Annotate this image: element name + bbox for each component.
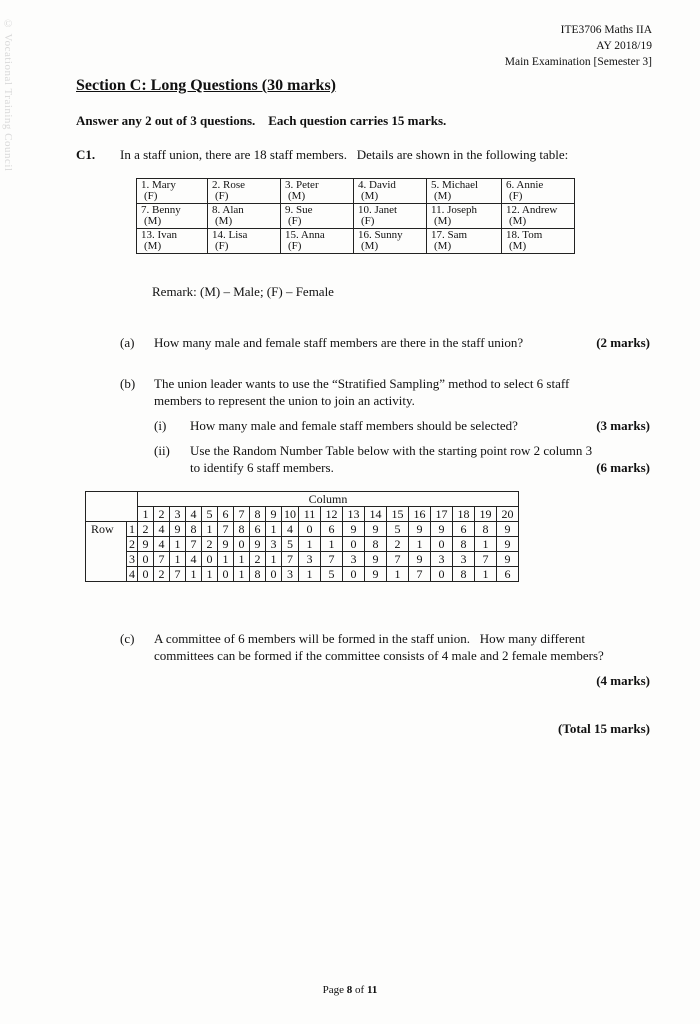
staff-gender: (F) — [509, 190, 523, 202]
random-digit: 2 — [138, 522, 154, 537]
random-digit: 8 — [250, 567, 266, 582]
part-c-line1: A committee of 6 members will be formed in the staff union. How many different — [154, 631, 585, 646]
random-digit: 7 — [154, 552, 170, 567]
column-number: 4 — [186, 507, 202, 522]
column-number: 11 — [299, 507, 321, 522]
random-digit: 5 — [282, 537, 299, 552]
random-digit: 0 — [202, 552, 218, 567]
random-digit: 1 — [218, 552, 234, 567]
column-number: 7 — [234, 507, 250, 522]
staff-cell — [137, 229, 208, 254]
random-digit: 0 — [343, 537, 365, 552]
random-digit: 9 — [497, 552, 519, 567]
staff-name: 2. Rose — [212, 179, 245, 191]
random-digit: 0 — [266, 567, 282, 582]
part-a-label: (a) — [120, 335, 135, 350]
random-digit: 3 — [343, 552, 365, 567]
staff-name: 18. Tom — [506, 229, 543, 241]
staff-gender: (M) — [434, 240, 452, 252]
row-number: 3 — [127, 552, 138, 567]
part-b-i-label: (i) — [154, 418, 167, 433]
random-digit: 9 — [365, 567, 387, 582]
column-number: 2 — [154, 507, 170, 522]
random-digit: 0 — [299, 522, 321, 537]
staff-gender: (M) — [509, 215, 527, 227]
random-digit: 9 — [365, 522, 387, 537]
random-digit: 3 — [453, 552, 475, 567]
random-digit: 1 — [170, 537, 186, 552]
total-marks: (Total 15 marks) — [558, 721, 650, 736]
course-code: ITE3706 Maths IIA — [560, 24, 652, 36]
random-digit: 7 — [186, 537, 202, 552]
staff-gender: (M) — [288, 190, 306, 202]
random-digit: 9 — [343, 522, 365, 537]
question-label: C1. — [76, 147, 96, 162]
row-number: 1 — [127, 522, 138, 537]
row-header-label: Row — [86, 522, 127, 582]
staff-gender: (F) — [288, 215, 302, 227]
random-digit: 0 — [234, 537, 250, 552]
random-digit: 6 — [321, 522, 343, 537]
random-digit: 8 — [475, 522, 497, 537]
staff-name: 1. Mary — [141, 179, 176, 191]
staff-row — [137, 204, 575, 229]
staff-cell — [354, 204, 427, 229]
staff-gender: (F) — [361, 215, 375, 227]
random-row — [86, 522, 519, 537]
part-c-marks: (4 marks) — [596, 673, 650, 688]
random-digit: 9 — [409, 552, 431, 567]
random-digit: 4 — [186, 552, 202, 567]
staff-name: 12. Andrew — [506, 204, 558, 216]
column-number: 8 — [250, 507, 266, 522]
staff-cell — [137, 179, 208, 204]
random-digit: 4 — [154, 537, 170, 552]
random-digit: 1 — [186, 567, 202, 582]
column-number: 13 — [343, 507, 365, 522]
random-digit: 3 — [431, 552, 453, 567]
staff-row — [137, 179, 575, 204]
staff-gender: (F) — [288, 240, 302, 252]
random-digit: 1 — [202, 522, 218, 537]
random-digit: 4 — [154, 522, 170, 537]
random-number-table — [85, 491, 519, 582]
part-b-label: (b) — [120, 376, 136, 391]
staff-gender: (M) — [144, 240, 162, 252]
random-digit: 9 — [365, 552, 387, 567]
staff-cell — [208, 229, 281, 254]
column-number: 19 — [475, 507, 497, 522]
random-digit: 1 — [475, 537, 497, 552]
staff-name: 9. Sue — [285, 204, 313, 216]
staff-name: 17. Sam — [431, 229, 468, 241]
watermark-text: © Vocational Training Council — [2, 18, 14, 172]
random-digit: 2 — [250, 552, 266, 567]
random-digit: 3 — [299, 552, 321, 567]
academic-year: AY 2018/19 — [596, 40, 652, 52]
random-digit: 9 — [138, 537, 154, 552]
random-digit: 7 — [321, 552, 343, 567]
random-digit: 6 — [497, 567, 519, 582]
part-c-line2: committees can be formed if the committee consists of 4 male and 2 female members? — [154, 648, 604, 663]
staff-row — [137, 229, 575, 254]
random-digit: 9 — [497, 537, 519, 552]
staff-cell — [354, 179, 427, 204]
section-title: Section C: Long Questions (30 marks) — [76, 77, 337, 94]
part-b-ii-line1: Use the Random Number Table below with the starting point row 2 column 3 — [190, 443, 593, 458]
column-number: 18 — [453, 507, 475, 522]
part-b-ii-label: (ii) — [154, 443, 170, 458]
random-digit: 8 — [453, 567, 475, 582]
part-b-i-marks: (3 marks) — [596, 418, 650, 433]
random-digit: 8 — [234, 522, 250, 537]
random-digit: 1 — [321, 537, 343, 552]
staff-cell — [502, 229, 575, 254]
random-digit: 0 — [218, 567, 234, 582]
part-a-text: How many male and female staff members are there in the staff union? — [154, 335, 524, 350]
staff-cell — [137, 204, 208, 229]
random-digit: 7 — [387, 552, 409, 567]
column-header-label: Column — [138, 492, 519, 507]
random-digit: 7 — [218, 522, 234, 537]
random-digit: 7 — [170, 567, 186, 582]
part-a-marks: (2 marks) — [596, 335, 650, 350]
staff-name: 7. Benny — [141, 204, 181, 216]
staff-gender: (M) — [434, 190, 452, 202]
staff-name: 6. Annie — [506, 179, 544, 191]
random-digit: 7 — [475, 552, 497, 567]
page-prefix: Page — [322, 984, 347, 996]
column-number: 17 — [431, 507, 453, 522]
random-digit: 1 — [387, 567, 409, 582]
staff-name: 5. Michael — [431, 179, 479, 191]
random-digit: 1 — [266, 552, 282, 567]
random-digit: 1 — [266, 522, 282, 537]
staff-table — [136, 178, 575, 254]
column-number: 15 — [387, 507, 409, 522]
random-digit: 0 — [431, 537, 453, 552]
random-digit: 1 — [170, 552, 186, 567]
staff-gender: (M) — [434, 215, 452, 227]
staff-name: 10. Janet — [358, 204, 398, 216]
column-number: 20 — [497, 507, 519, 522]
staff-cell — [502, 179, 575, 204]
random-digit: 1 — [299, 567, 321, 582]
random-digit: 7 — [409, 567, 431, 582]
page-total: 11 — [366, 984, 378, 996]
random-digit: 7 — [282, 552, 299, 567]
remark: Remark: (M) – Male; (F) – Female — [152, 284, 334, 299]
page-footer — [0, 984, 700, 996]
staff-name: 11. Joseph — [431, 204, 478, 216]
row-number: 2 — [127, 537, 138, 552]
random-digit: 0 — [431, 567, 453, 582]
exam-name: Main Examination [Semester 3] — [504, 56, 652, 68]
staff-gender: (M) — [215, 215, 233, 227]
staff-cell — [427, 179, 502, 204]
random-digit: 3 — [266, 537, 282, 552]
column-number: 9 — [266, 507, 282, 522]
staff-cell — [208, 204, 281, 229]
staff-name: 16. Sunny — [358, 229, 403, 241]
staff-gender: (M) — [144, 215, 162, 227]
random-digit: 1 — [234, 552, 250, 567]
random-digit: 9 — [497, 522, 519, 537]
random-digit: 8 — [365, 537, 387, 552]
random-digit: 8 — [186, 522, 202, 537]
staff-cell — [281, 229, 354, 254]
random-digit: 1 — [202, 567, 218, 582]
document-header — [505, 22, 652, 70]
random-digit: 5 — [321, 567, 343, 582]
column-number: 5 — [202, 507, 218, 522]
staff-gender: (M) — [361, 240, 379, 252]
random-row — [86, 537, 519, 552]
part-c-label: (c) — [120, 631, 135, 646]
random-digit: 6 — [250, 522, 266, 537]
table-corner-lower — [86, 507, 138, 522]
random-digit: 8 — [453, 537, 475, 552]
instructions: Answer any 2 out of 3 questions. Each question carries 15 marks. — [76, 113, 447, 128]
staff-cell — [281, 204, 354, 229]
column-number: 12 — [321, 507, 343, 522]
part-b-ii-line2: to identify 6 staff members. — [190, 460, 334, 475]
random-row — [86, 552, 519, 567]
staff-gender: (M) — [361, 190, 379, 202]
column-number: 6 — [218, 507, 234, 522]
staff-cell — [281, 179, 354, 204]
staff-name: 13. Ivan — [141, 229, 178, 241]
staff-name: 3. Peter — [285, 179, 319, 191]
staff-cell — [354, 229, 427, 254]
part-b-line1: The union leader wants to use the “Stratified Sampling” method to select 6 staff — [154, 376, 570, 391]
random-digit: 3 — [282, 567, 299, 582]
page-of: of — [352, 984, 367, 996]
part-b-ii-marks: (6 marks) — [596, 460, 650, 475]
random-digit: 0 — [138, 567, 154, 582]
staff-cell — [502, 204, 575, 229]
random-row — [86, 567, 519, 582]
random-digit: 0 — [138, 552, 154, 567]
staff-name: 14. Lisa — [212, 229, 248, 241]
column-number: 1 — [138, 507, 154, 522]
staff-gender: (M) — [509, 240, 527, 252]
random-digit: 4 — [282, 522, 299, 537]
staff-cell — [427, 204, 502, 229]
random-digit: 1 — [234, 567, 250, 582]
random-digit: 0 — [343, 567, 365, 582]
column-number: 10 — [282, 507, 299, 522]
staff-gender: (F) — [144, 190, 158, 202]
page-number: 8 — [346, 984, 353, 996]
staff-gender: (F) — [215, 240, 229, 252]
staff-name: 4. David — [358, 179, 396, 191]
random-digit: 6 — [453, 522, 475, 537]
random-digit: 9 — [170, 522, 186, 537]
random-digit: 9 — [250, 537, 266, 552]
random-digit: 2 — [154, 567, 170, 582]
random-digit: 1 — [475, 567, 497, 582]
column-number: 3 — [170, 507, 186, 522]
staff-name: 8. Alan — [212, 204, 244, 216]
random-digit: 2 — [202, 537, 218, 552]
staff-cell — [427, 229, 502, 254]
question-text: In a staff union, there are 18 staff members. Details are shown in the following table: — [120, 147, 569, 162]
staff-name: 15. Anna — [285, 229, 325, 241]
random-digit: 9 — [218, 537, 234, 552]
random-digit: 1 — [299, 537, 321, 552]
random-digit: 9 — [431, 522, 453, 537]
random-digit: 9 — [409, 522, 431, 537]
staff-cell — [208, 179, 281, 204]
part-b-line2: members to represent the union to join an activity. — [154, 393, 415, 408]
column-number: 16 — [409, 507, 431, 522]
row-number: 4 — [127, 567, 138, 582]
random-digit: 2 — [387, 537, 409, 552]
part-b-i-text: How many male and female staff members should be selected? — [190, 418, 518, 433]
table-corner — [86, 492, 138, 507]
column-number: 14 — [365, 507, 387, 522]
random-digit: 5 — [387, 522, 409, 537]
staff-gender: (F) — [215, 190, 229, 202]
random-digit: 1 — [409, 537, 431, 552]
